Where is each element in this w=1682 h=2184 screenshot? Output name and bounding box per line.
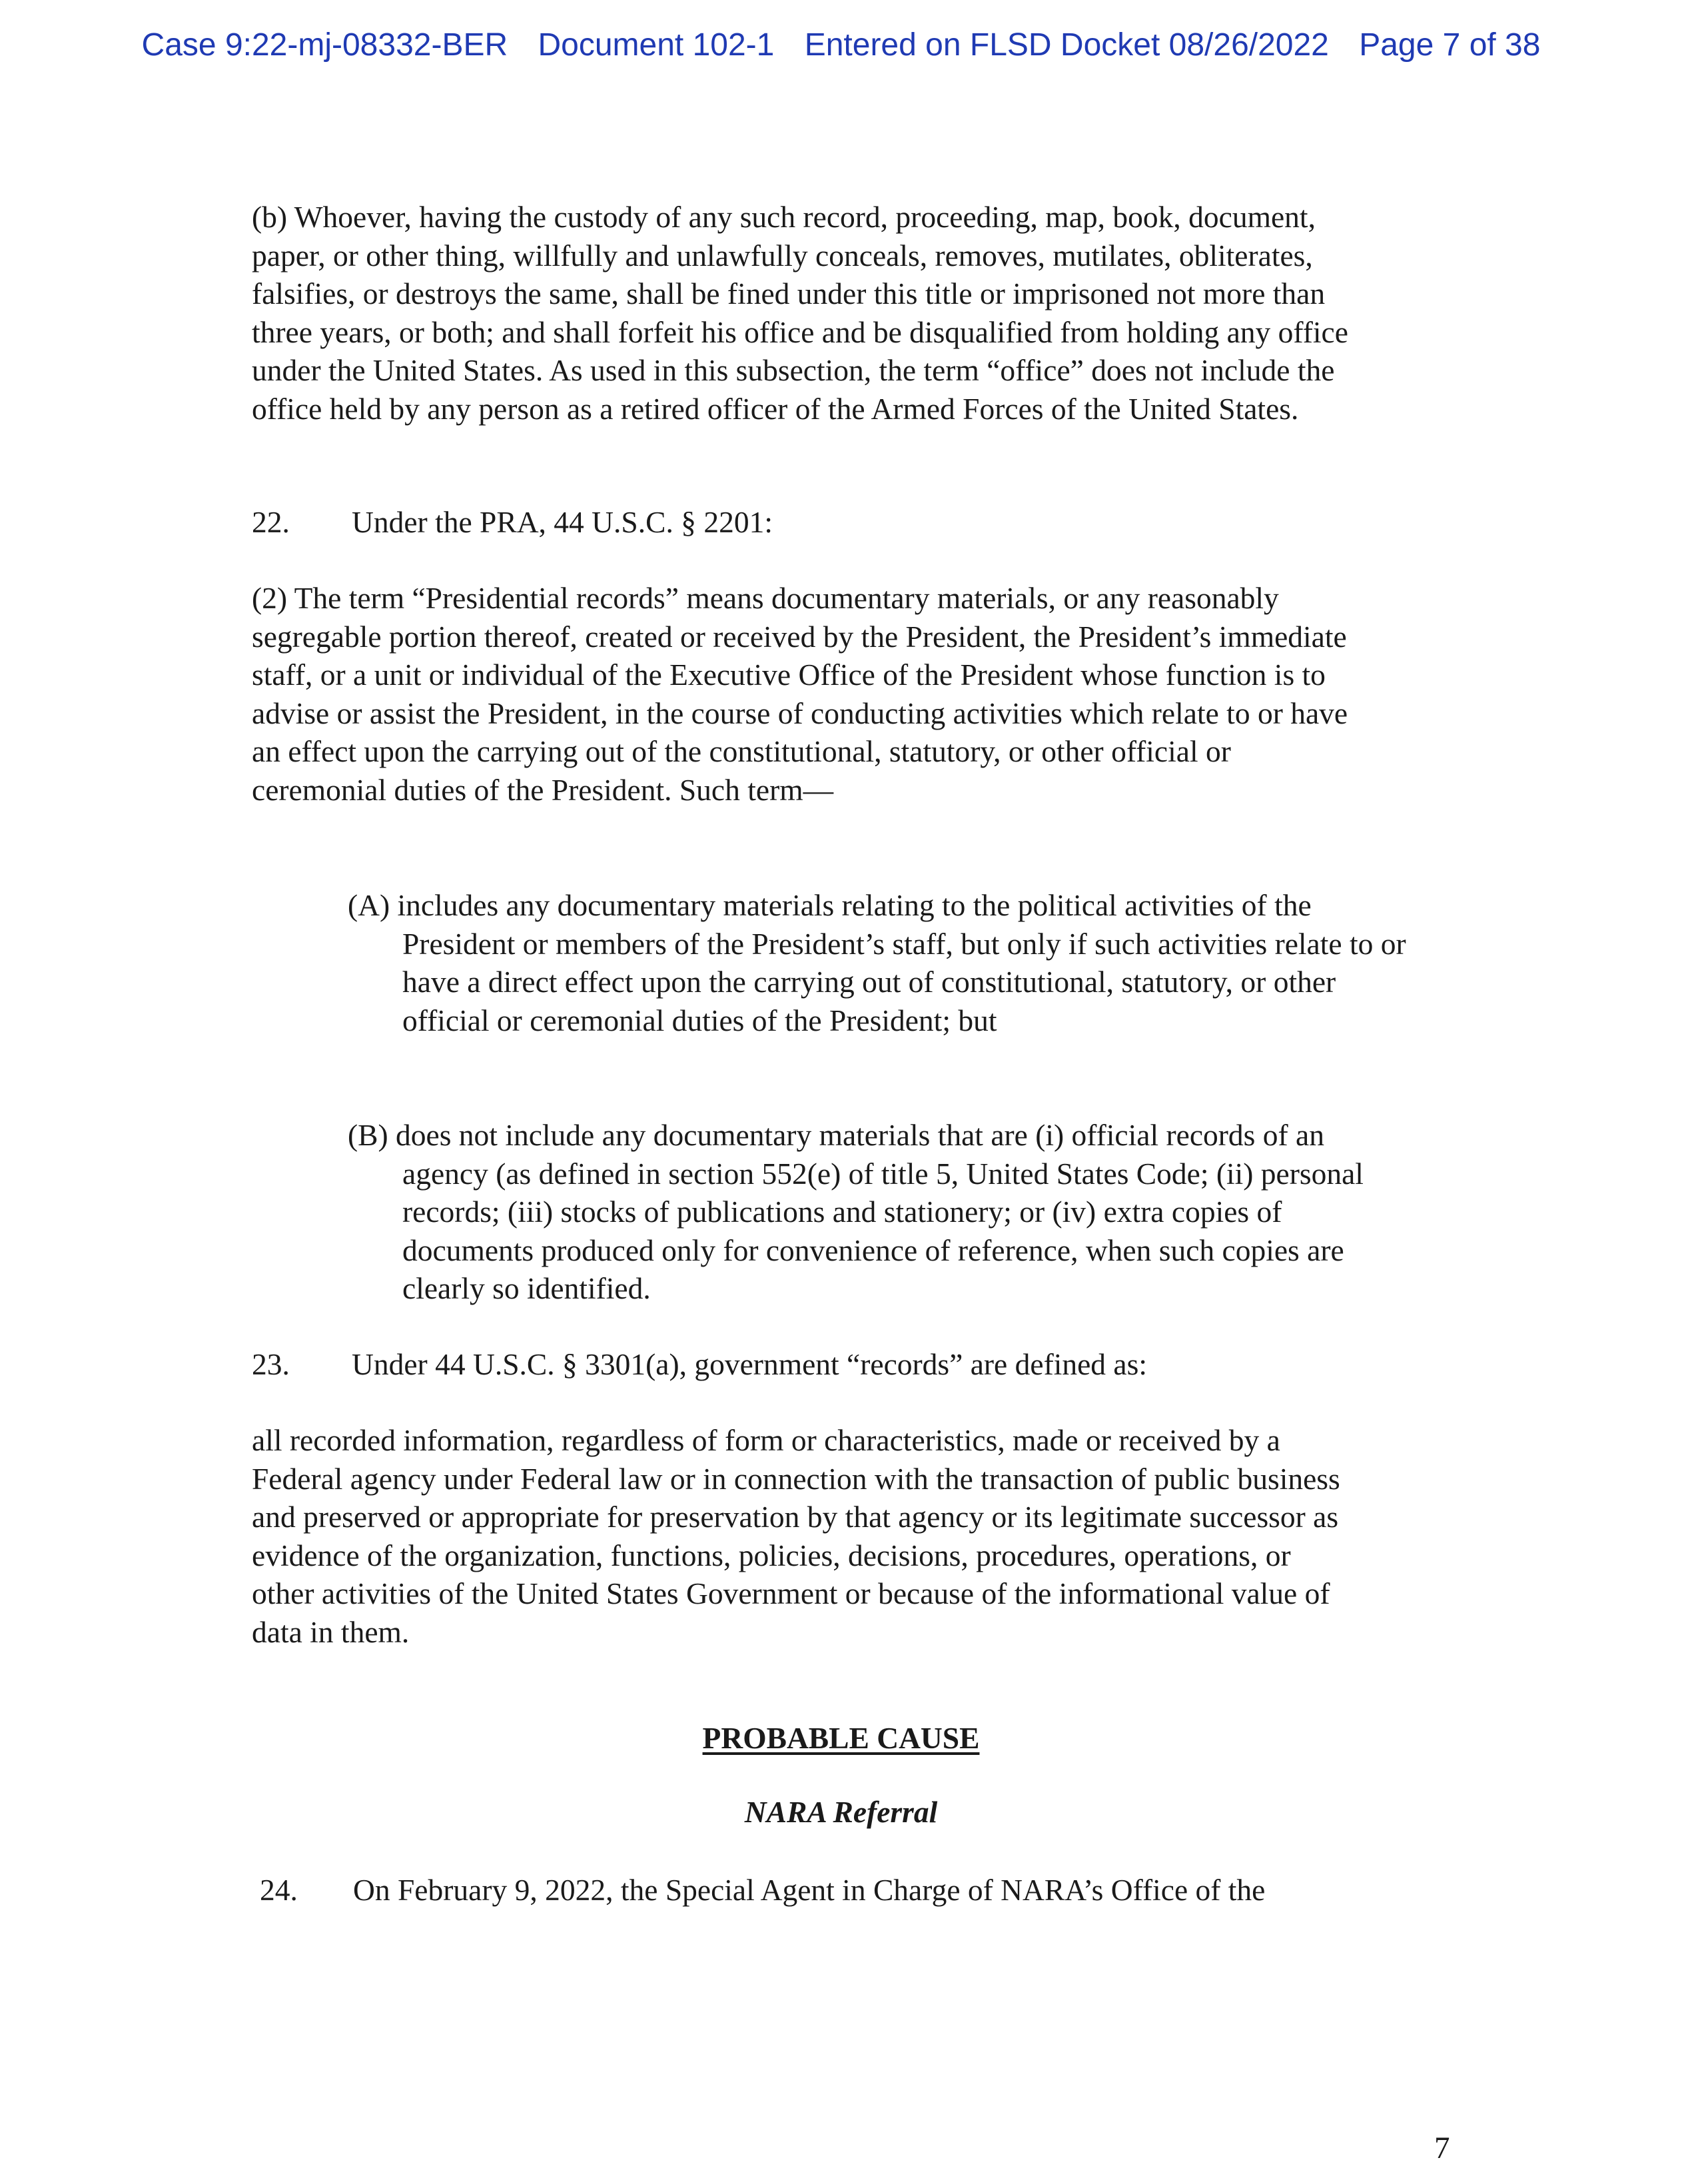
statute-definition-2: (2) The term “Presidential records” means documentary materials, or any reasonably segregable portion thereof, created or received by the President, the President’s immediate staff, or a unit or individual of the Executive Office of the President whose function is to advise or assist the President, in the course of conducting activities which relate to or have an effect upon the carrying out of the constitutional, statutory, or other official or ceremonial duties of the President. Such term— — [252, 581, 1348, 807]
section-heading: PROBABLE CAUSE — [702, 1721, 980, 1755]
statute-subsection-b: (b) Whoever, having the custody of any such record, proceeding, map, book, document, paper, or other thing, willfully and unlawfully conceals, removes, mutilates, obliterates, falsifies, or destroys the same, shall be fined under this title or imprisoned not more than three years, or both; and shall forfeit his office and be disqualified from holding any office under the United States. As used in this subsection, the term “office” does not include the office held by any person as a retired officer of the Armed Forces of the United States. — [252, 200, 1348, 426]
page-number: 7 — [1434, 2131, 1450, 2165]
subsection-heading: NARA Referral — [744, 1795, 938, 1829]
paragraph-22 — [252, 503, 1358, 542]
paragraph-text: Under the PRA, 44 U.S.C. § 2201: — [352, 505, 773, 539]
paragraph-text: Under 44 U.S.C. § 3301(a), government “records” are defined as: — [352, 1347, 1147, 1381]
paragraph-23 — [252, 1345, 1358, 1384]
statute-item-a: (A) includes any documentary materials relating to the political activities of the President or members of the President’s staff, but only if such activities relate to or have a direct effect upon the carrying out of constitutional, statutory, or other official or ceremonial duties of the President; but — [348, 888, 1406, 1037]
paragraph-text: On February 9, 2022, the Special Agent in Charge of NARA’s Office of the — [353, 1873, 1266, 1907]
case-number: Case 9:22-mj-08332-BER — [141, 27, 508, 63]
records-definition: all recorded information, regardless of form or characteristics, made or received by a Federal agency under Federal law or in connection with the transaction of public business and preserved or appropriate for preservation by that agency or its legitimate successor as evidence of the organization, functions, policies, decisions, procedures, operations, or other activities of the United States Government or because of the informational value of data in them. — [252, 1423, 1340, 1649]
paragraph-number: 22. — [252, 505, 290, 539]
paragraph-number: 23. — [252, 1347, 290, 1381]
docket-entry-date: Entered on FLSD Docket 08/26/2022 — [804, 27, 1329, 63]
document-number: Document 102-1 — [538, 27, 775, 63]
docket-header — [0, 27, 1682, 63]
page-of-total: Page 7 of 38 — [1359, 27, 1541, 63]
paragraph-24 — [260, 1871, 1366, 1910]
paragraph-number: 24. — [260, 1873, 298, 1907]
statute-item-b: (B) does not include any documentary materials that are (i) official records of an agency (as defined in section 552(e) of title 5, United States Code; (ii) personal records; (iii) stocks of publications and stationery; or (iv) extra copies of documents produced only for convenience of reference, when such copies are clearly so identified. — [348, 1118, 1364, 1305]
